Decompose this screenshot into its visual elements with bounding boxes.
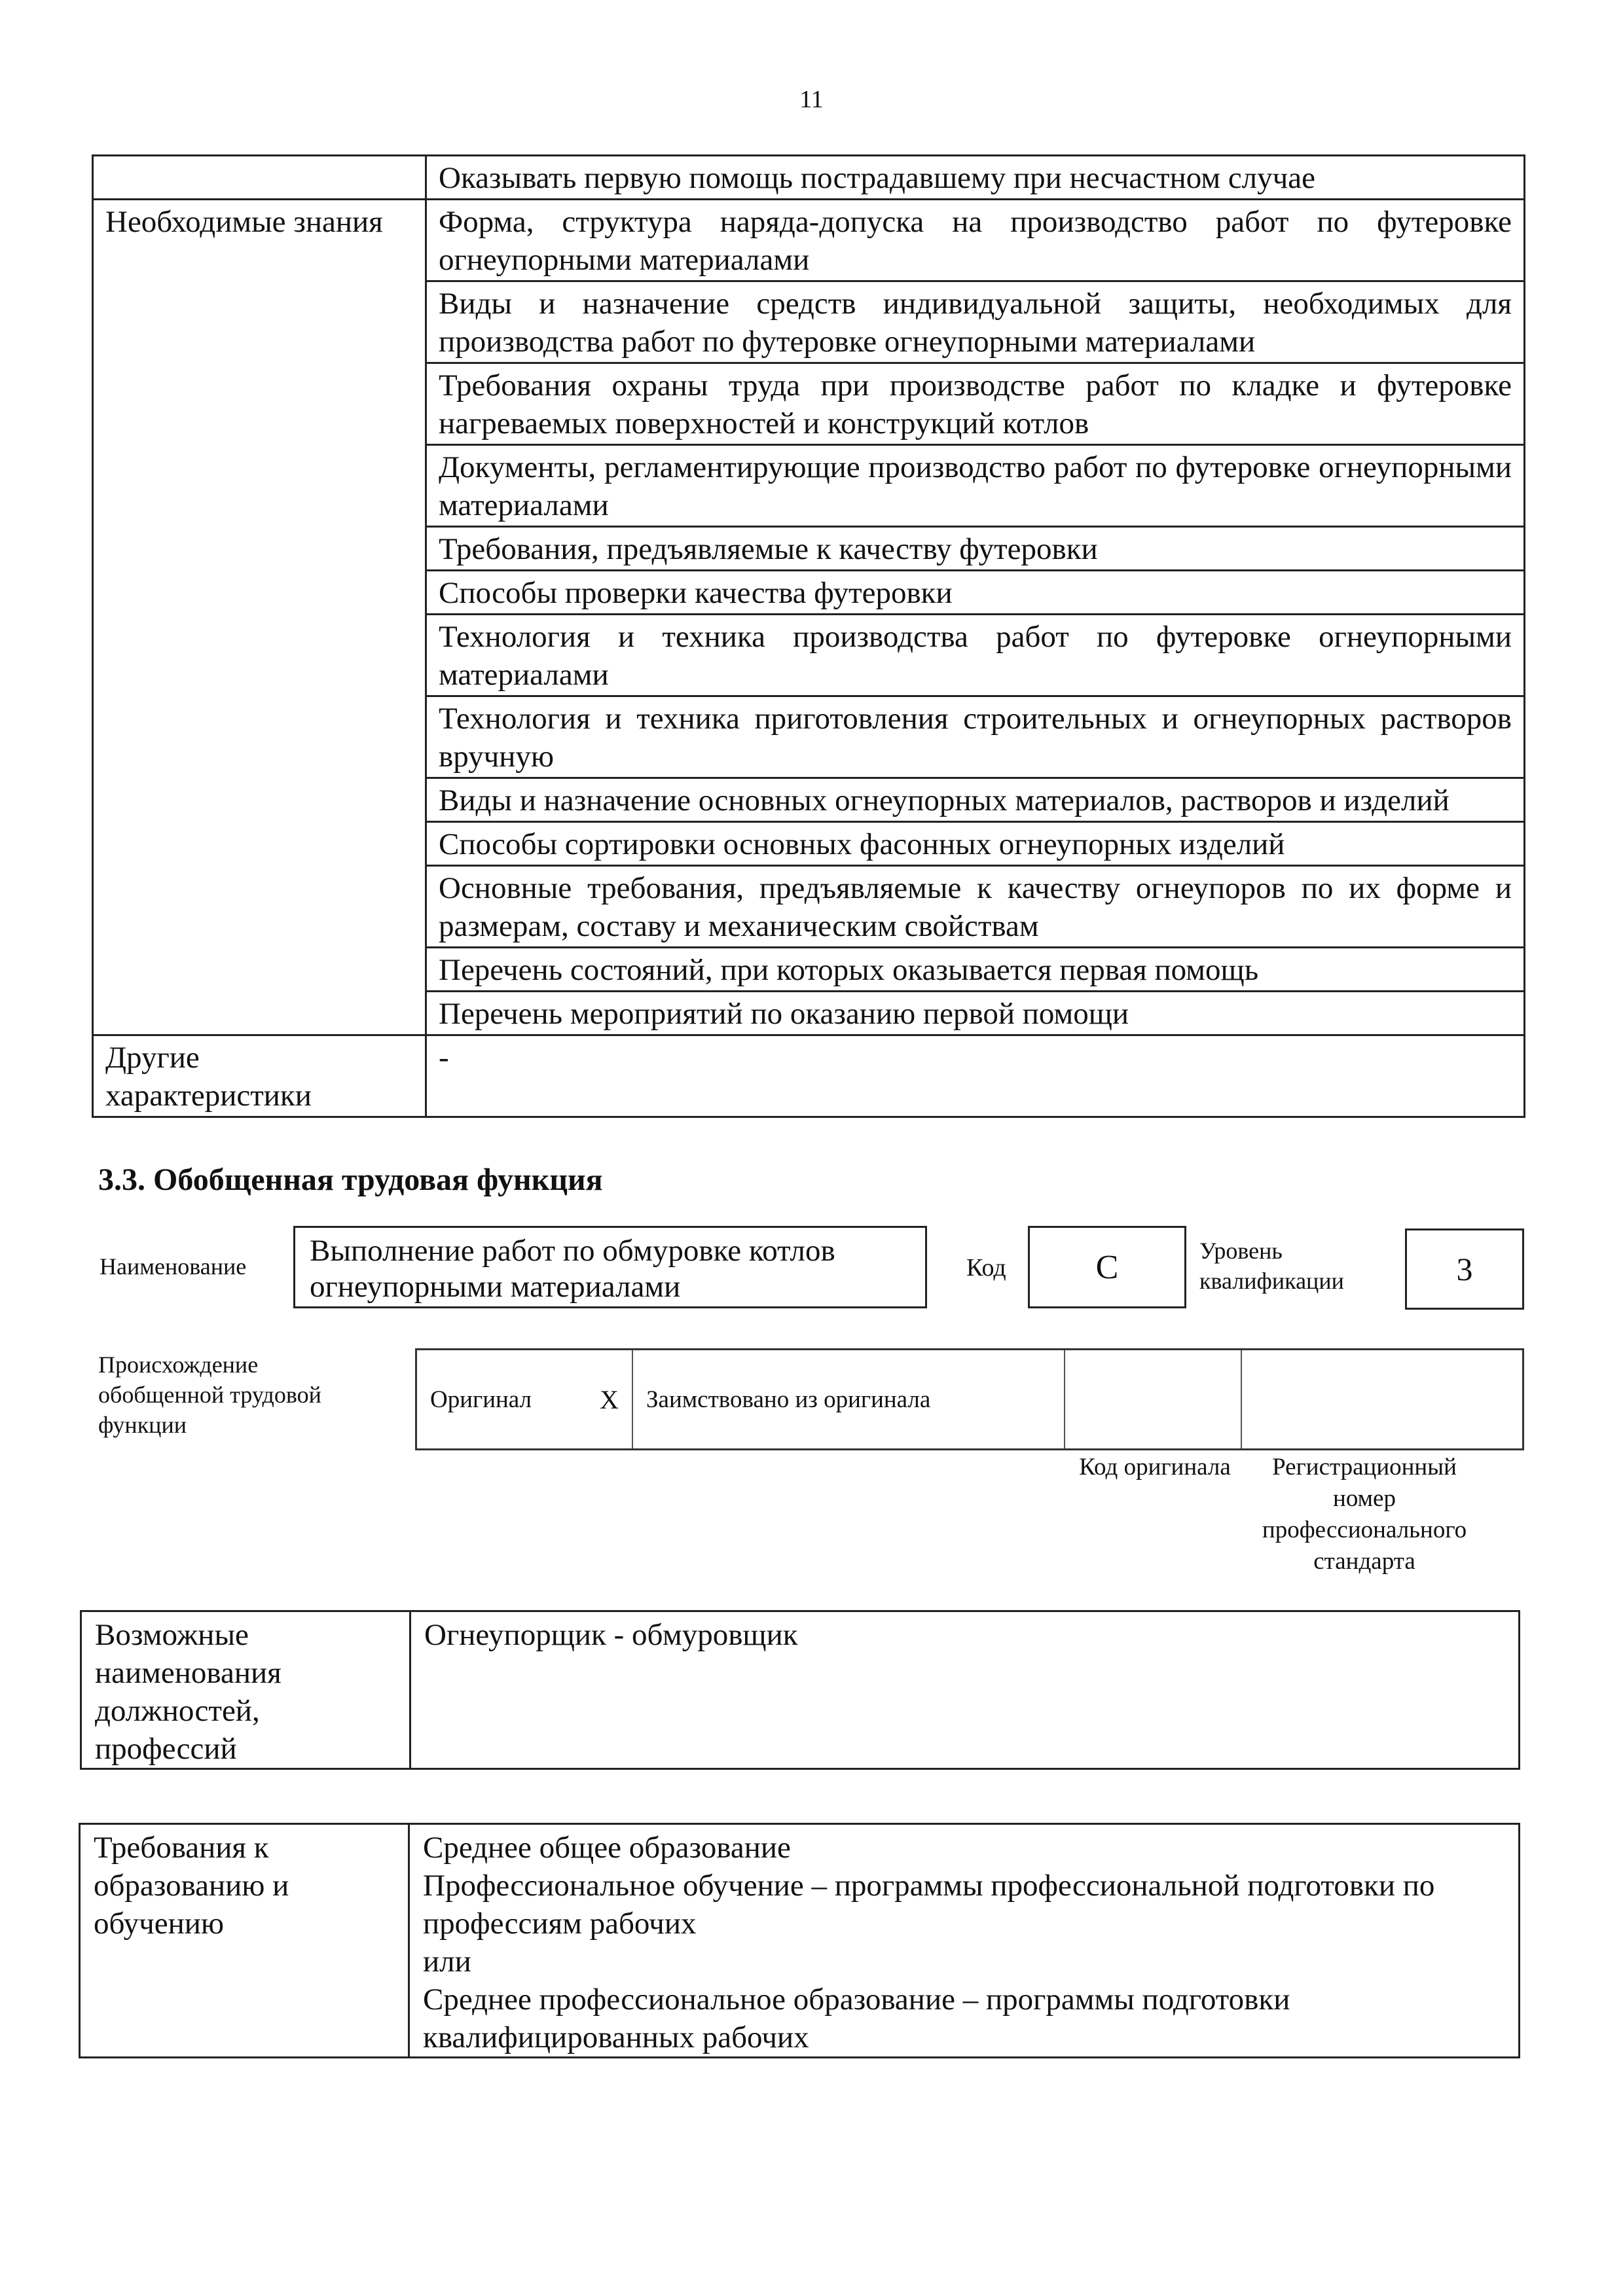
page-number: 11	[799, 86, 824, 113]
education-label: Требования к образованию и обучению	[80, 1824, 409, 2058]
education-line: или	[423, 1945, 471, 1979]
education-values	[409, 1824, 1520, 2058]
registration-number-caption: Регистрационный номер профессионального стандарта	[1262, 1454, 1467, 1575]
knowledge-item: Документы, регламентирующие производство работ по футеровке огнеупорными материалами	[426, 445, 1525, 527]
education-line: Профессиональное обучение – программы профессиональной подготовки по профессиям рабочих	[423, 1869, 1435, 1941]
knowledge-item: Виды и назначение средств индивидуальной защиты, необходимых для производства работ по футеровке огнеупорными материалами	[426, 281, 1525, 363]
table-row	[81, 1611, 1520, 1769]
original-mark: X	[600, 1384, 619, 1414]
other-value: -	[426, 1035, 1525, 1117]
origin-table	[415, 1348, 1524, 1450]
code-original-caption: Код оригинала	[1079, 1454, 1231, 1480]
education-line: Среднее профессиональное образование – программы подготовки квалифицированных рабочих	[423, 1982, 1290, 2054]
table-row	[93, 156, 1525, 200]
table-cell: Оказывать первую помощь пострадавшему при несчастном случае	[426, 156, 1525, 200]
positions-value: Огнеупорщик - обмуровщик	[410, 1611, 1520, 1769]
knowledge-item: Основные требования, предъявляемые к качеству огнеупоров по их форме и размерам, составу и механическим свойствам	[426, 866, 1525, 948]
knowledge-table	[92, 154, 1525, 1118]
knowledge-item: Требования, предъявляемые к качеству футеровки	[426, 527, 1525, 571]
empty-label-cell	[93, 156, 426, 200]
knowledge-item: Перечень мероприятий по оказанию первой помощи	[426, 992, 1525, 1035]
name-value-box: Выполнение работ по обмуровке котлов огнеупорными материалами	[293, 1226, 927, 1308]
knowledge-item: Способы проверки качества футеровки	[426, 571, 1525, 615]
positions-table	[80, 1610, 1520, 1770]
borrowed-label: Заимствовано из оригинала	[646, 1386, 931, 1413]
original-cell	[417, 1350, 633, 1448]
code-value-box: C	[1028, 1226, 1186, 1308]
level-value-box: 3	[1405, 1229, 1524, 1310]
table-row	[80, 1824, 1520, 2058]
borrowed-cell	[633, 1350, 1065, 1448]
level-label: Уровень квалификации	[1199, 1238, 1344, 1294]
name-label: Наименование	[100, 1253, 247, 1280]
table-row	[93, 1035, 1525, 1117]
knowledge-item: Требования охраны труда при производстве работ по кладке и футеровке нагреваемых поверхностей и конструкций котлов	[426, 363, 1525, 445]
other-label: Другие характеристики	[93, 1035, 426, 1117]
original-label: Оригинал	[430, 1386, 532, 1413]
education-table	[79, 1823, 1520, 2058]
table-row	[93, 200, 1525, 281]
education-line: Среднее общее образование	[423, 1831, 791, 1865]
knowledge-item: Способы сортировки основных фасонных огнеупорных изделий	[426, 822, 1525, 866]
code-label: Код	[966, 1254, 1006, 1282]
knowledge-item: Форма, структура наряда-допуска на производство работ по футеровке огнеупорными материалами	[426, 200, 1525, 281]
knowledge-item: Виды и назначение основных огнеупорных материалов, растворов и изделий	[426, 778, 1525, 822]
origin-label: Происхождение обобщенной трудовой функции	[98, 1352, 321, 1438]
original-code-cell	[1065, 1350, 1242, 1448]
knowledge-item: Перечень состояний, при которых оказывается первая помощь	[426, 948, 1525, 992]
positions-label: Возможные наименования должностей, профессий	[81, 1611, 410, 1769]
section-title: 3.3. Обобщенная трудовая функция	[98, 1162, 603, 1197]
knowledge-label: Необходимые знания	[93, 200, 426, 1035]
knowledge-item: Технология и техника приготовления строительных и огнеупорных растворов вручную	[426, 696, 1525, 778]
registration-number-cell	[1242, 1350, 1522, 1448]
knowledge-item: Технология и техника производства работ по футеровке огнеупорными материалами	[426, 615, 1525, 696]
